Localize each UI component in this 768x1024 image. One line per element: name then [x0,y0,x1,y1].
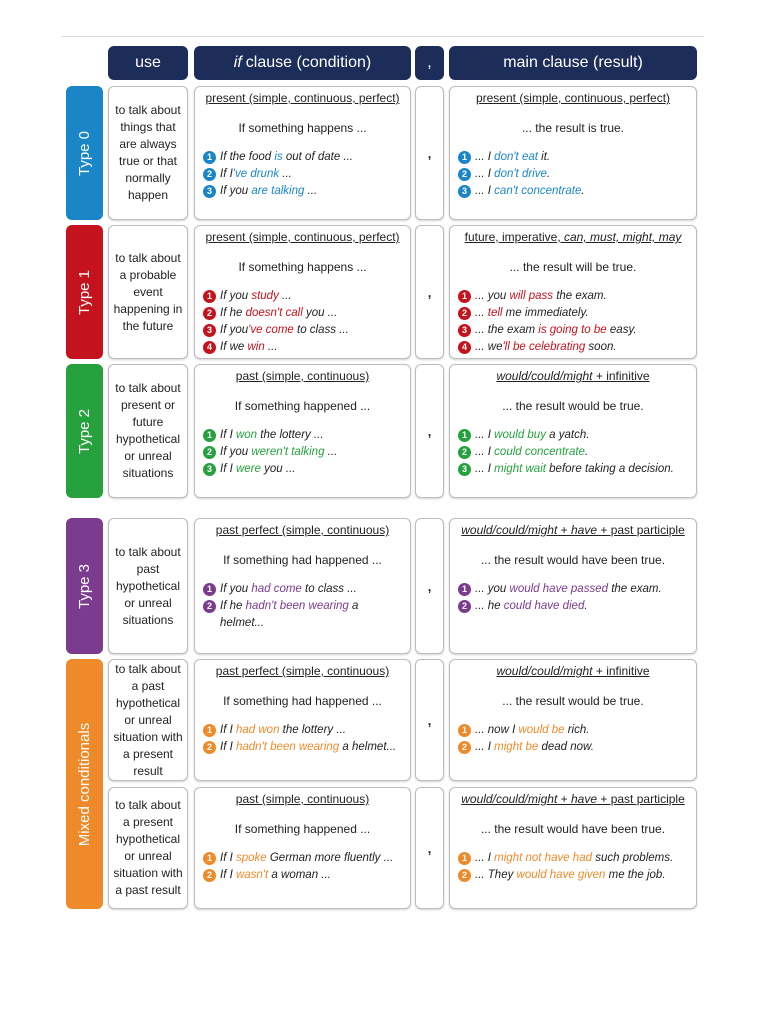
main-clause-tense [458,523,688,537]
number-badge: 4 [203,341,216,354]
highlighted-verb: win [247,341,265,353]
number-badge: 2 [458,741,471,754]
if-clause-pattern: If something had happened ... [223,694,382,708]
band-type-1-label: Type 1 [76,269,93,315]
highlighted-verb: are talking [251,185,305,197]
comma-cell [415,659,444,781]
comma-cell [415,225,444,359]
example-line [458,461,688,478]
number-badge: 1 [203,290,216,303]
if-clause-pattern: If something happens ... [238,121,367,135]
example-text [475,339,617,356]
highlighted-verb: would be [518,724,565,736]
header-use [108,46,188,80]
example-text [220,305,337,322]
example-line [203,288,402,305]
main-clause-tense [458,230,688,244]
main-clause-tense-part: would/could/might [496,664,593,678]
band-mixed [66,659,103,909]
example-fragment: ... we [475,341,503,353]
example-text [475,581,662,598]
example-fragment: me immediately. [502,307,589,319]
main-clause-tense: present (simple, continuous, perfect) [475,91,671,105]
use-text: to talk about past hypothetical or unreal situations [115,544,181,627]
if-clause-tense: past (simple, continuous) [235,792,370,806]
if-clause-pattern: If something had happened ... [223,553,382,567]
example-fragment: out of date ... [282,151,353,163]
example-fragment: the lottery ... [279,724,346,736]
example-text [475,461,674,478]
if-clause-cell [194,225,411,359]
example-fragment: If I [220,724,236,736]
example-fragment: If the food [220,151,275,163]
highlighted-verb: might be [494,741,539,753]
example-fragment: it. [537,151,551,163]
example-fragment: ... I [475,852,495,864]
if-clause-pattern: If something happened ... [234,822,371,836]
example-fragment: to class ... [293,324,349,336]
example-line [203,305,402,322]
highlighted-verb: hadn't been wearing [245,600,349,612]
example-fragment: If I [220,741,236,753]
main-clause-tense-part: + infinitive [592,664,650,678]
main-clause-pattern: ... the result would have been true. [480,822,666,836]
main-clause-pattern: ... the result is true. [521,121,625,135]
band-type-1 [66,225,103,359]
example-line [203,339,402,356]
example-line [203,722,402,739]
example-text [220,444,337,461]
example-text [220,581,357,598]
example-fragment: . [546,168,551,180]
header-use-label: use [135,54,161,71]
if-clause-tense: present (simple, continuous, perfect) [205,230,400,244]
example-fragment: before taking a decision. [545,463,674,475]
example-fragment: If you [220,446,252,458]
highlighted-verb: doesn't call [245,307,303,319]
use-text: to talk about present or future hypothetical or unreal situations [115,381,181,480]
if-clause-tense: past (simple, continuous) [235,369,370,383]
highlighted-verb: 'll be celebrating [502,341,586,353]
example-text [475,444,588,461]
example-fragment: If he [220,307,246,319]
example-text [220,183,317,200]
example-fragment: . [584,600,588,612]
example-fragment: If he [220,600,246,612]
example-text [220,149,353,166]
example-text [475,867,666,884]
use-text: to talk about a probable event happening in the future [113,250,183,333]
example-line [203,850,402,867]
example-fragment: easy. [606,324,637,336]
example-line [458,581,688,598]
if-clause-cell [194,86,411,220]
main-clause-tense-part: + infinitive [592,369,650,383]
example-fragment: ... the exam [475,324,539,336]
example-fragment: ... I [475,151,495,163]
example-line [458,850,688,867]
number-badge: 2 [203,600,216,613]
main-clause-pattern: ... the result would be true. [502,399,644,413]
number-badge: 2 [458,307,471,320]
example-fragment: If we [220,341,248,353]
number-badge: 1 [203,724,216,737]
use-cell [108,225,188,359]
top-divider [62,36,704,37]
example-fragment: . [584,446,589,458]
highlighted-verb: hadn't been wearing [235,741,340,753]
number-badge: 2 [458,600,471,613]
number-badge: 3 [458,185,471,198]
main-clause-tense [458,664,688,678]
header-comma [415,46,444,80]
main-clause-tense-part: would/could/might [461,523,558,537]
example-text [475,598,588,615]
example-fragment: ... you [475,290,510,302]
header-main-label: main clause (result) [503,54,643,71]
main-clause-cell [449,518,697,654]
comma-cell [415,364,444,498]
main-clause-pattern: ... the result would have been true. [480,553,666,567]
highlighted-verb: would have passed [509,583,608,595]
example-fragment: If you [220,583,252,595]
number-badge: 1 [458,583,471,596]
number-badge: 2 [458,446,471,459]
highlighted-verb: study [251,290,279,302]
example-fragment: ... he [475,600,504,612]
if-clause-cell [194,787,411,909]
example-line [458,322,688,339]
example-line [203,598,402,632]
number-badge: 2 [203,741,216,754]
example-fragment: ... I [475,446,495,458]
example-fragment: If I [220,852,236,864]
header-if-clause [194,46,411,80]
example-fragment: ... I [475,168,495,180]
example-fragment: you ... [302,307,338,319]
highlighted-verb: wasn't [235,869,269,881]
example-fragment: such problems. [592,852,674,864]
example-fragment: If I [220,168,233,180]
highlighted-verb: is going to be [538,324,607,336]
header-if-rest: clause (condition) [245,54,372,71]
use-text: to talk about a past hypothetical or unreal situation with a present result [113,661,183,778]
example-line [458,444,688,461]
example-fragment: the exam. [553,290,607,302]
band-type-2-label: Type 2 [76,408,93,454]
example-fragment: me the job. [605,869,666,881]
example-text [220,867,331,884]
example-fragment: the lottery ... [257,429,324,441]
example-line [203,867,402,884]
highlighted-verb: 've drunk [232,168,280,180]
highlighted-verb: won [235,429,258,441]
example-text [475,149,550,166]
main-clause-tense-part: have [571,523,598,537]
main-clause-pattern: ... the result will be true. [509,260,637,274]
if-clause-tense: present (simple, continuous, perfect) [205,91,400,105]
example-fragment: a helmet... [339,741,397,753]
example-line [458,288,688,305]
highlighted-verb: spoke [235,852,267,864]
main-clause-tense-part: + [557,792,571,806]
example-line [458,166,688,183]
band-mixed-label: Mixed conditionals [76,722,93,846]
main-clause-tense-part: would/could/might [496,369,593,383]
number-badge: 3 [203,185,216,198]
example-fragment: ... now I [475,724,519,736]
main-clause-pattern: ... the result would be true. [502,694,644,708]
example-text [475,850,673,867]
example-text [475,739,594,756]
main-clause-tense-part: have [571,792,598,806]
example-text [220,850,393,867]
example-line [203,183,402,200]
example-fragment: a woman ... [268,869,331,881]
example-line [203,444,402,461]
example-line [458,149,688,166]
number-badge: 3 [458,463,471,476]
comma-mark: , [427,284,432,300]
highlighted-verb: don't drive [494,168,547,180]
comma-mark: , [427,578,432,594]
example-line [458,598,688,615]
number-badge: 1 [458,290,471,303]
example-fragment: ... [264,341,278,353]
if-clause-cell [194,518,411,654]
example-fragment: . [581,185,585,197]
comma-mark: , [427,840,432,856]
number-badge: 1 [458,852,471,865]
comma-mark: , [427,145,432,161]
example-fragment: ... [279,168,292,180]
main-clause-tense-part: + past participle [597,523,685,537]
example-fragment: ... I [475,463,495,475]
use-cell [108,659,188,781]
main-clause-tense-part: + past participle [597,792,685,806]
example-line [458,305,688,322]
example-fragment: If I [220,429,236,441]
highlighted-verb: can't concentrate [494,185,582,197]
header-comma-label: , [427,54,432,71]
example-text [220,339,278,356]
number-badge: 3 [203,463,216,476]
example-text [220,166,292,183]
example-text [475,322,637,339]
if-clause-tense: past perfect (simple, continuous) [215,664,390,678]
example-text [220,598,402,632]
use-cell [108,787,188,909]
example-fragment: dead now. [538,741,594,753]
example-fragment: ... [278,290,292,302]
example-fragment: If you [220,185,252,197]
example-fragment: to class ... [301,583,357,595]
example-text [475,427,589,444]
main-clause-tense-part: future, imperative, [464,230,564,244]
main-clause-cell [449,225,697,359]
example-line [203,461,402,478]
number-badge: 1 [203,151,216,164]
main-clause-tense-part: + [557,523,571,537]
band-type-2 [66,364,103,498]
example-fragment: If you [220,324,249,336]
number-badge: 2 [203,168,216,181]
example-fragment: ... They [475,869,517,881]
main-clause-cell [449,364,697,498]
highlighted-verb: had come [251,583,302,595]
band-type-3 [66,518,103,654]
band-type-3-label: Type 3 [76,563,93,609]
example-fragment: a helmet... [220,600,359,629]
highlighted-verb: could have died [503,600,585,612]
use-cell [108,518,188,654]
example-line [458,722,688,739]
use-cell [108,86,188,220]
highlighted-verb: would have given [516,869,606,881]
example-line [458,183,688,200]
number-badge: 2 [203,307,216,320]
main-clause-cell [449,787,697,909]
header-if-word: if [233,54,242,71]
example-line [458,739,688,756]
number-badge: 4 [458,341,471,354]
comma-cell [415,787,444,909]
example-line [203,322,402,339]
band-type-0-label: Type 0 [76,130,93,176]
example-line [458,867,688,884]
number-badge: 1 [203,852,216,865]
main-clause-tense [458,792,688,806]
highlighted-verb: is [274,151,283,163]
example-text [475,166,550,183]
main-clause-tense-part: can, must, might, may [564,230,682,244]
highlighted-verb: might wait [494,463,546,475]
example-text [475,305,589,322]
number-badge: 1 [203,583,216,596]
example-fragment: ... [475,307,488,319]
example-fragment: If I [220,463,236,475]
example-line [203,149,402,166]
example-fragment: a yatch. [545,429,590,441]
if-clause-pattern: If something happens ... [238,260,367,274]
example-line [203,427,402,444]
use-text: to talk about things that are always true or that normally happen [115,103,181,202]
example-line [458,339,688,356]
example-fragment: ... I [475,429,495,441]
example-fragment: rich. [564,724,590,736]
number-badge: 2 [203,869,216,882]
example-fragment: ... [304,185,318,197]
number-badge: 1 [458,151,471,164]
highlighted-verb: were [235,463,261,475]
highlighted-verb: 've come [248,324,294,336]
comma-mark: , [427,712,432,728]
highlighted-verb: could concentrate [494,446,585,458]
example-line [203,739,402,756]
comma-mark: , [427,423,432,439]
comma-cell [415,518,444,654]
if-clause-cell [194,364,411,498]
if-clause-cell [194,659,411,781]
comma-cell [415,86,444,220]
example-text [220,739,396,756]
number-badge: 2 [458,168,471,181]
example-fragment: If you [220,290,252,302]
highlighted-verb: would buy [494,429,546,441]
example-fragment: ... you [475,583,510,595]
example-text [475,722,589,739]
if-clause-tense: past perfect (simple, continuous) [215,523,390,537]
number-badge: 1 [203,429,216,442]
number-badge: 1 [458,724,471,737]
highlighted-verb: will pass [509,290,553,302]
main-clause-cell [449,659,697,781]
header-main-clause [449,46,697,80]
example-fragment: ... [324,446,338,458]
highlighted-verb: had won [235,724,280,736]
number-badge: 2 [203,446,216,459]
main-clause-cell [449,86,697,220]
example-line [203,166,402,183]
example-fragment: ... I [475,185,495,197]
band-type-0 [66,86,103,220]
example-text [475,288,607,305]
number-badge: 2 [458,869,471,882]
example-fragment: the exam. [608,583,662,595]
use-cell [108,364,188,498]
example-fragment: you ... [260,463,296,475]
example-text [220,461,295,478]
number-badge: 3 [203,324,216,337]
example-line [203,581,402,598]
example-text [220,322,349,339]
example-fragment: German more fluently ... [266,852,394,864]
example-text [220,427,324,444]
use-text: to talk about a present hypothetical or unreal situation with a past result [113,798,183,897]
if-clause-pattern: If something happened ... [234,399,371,413]
example-text [220,288,292,305]
example-text [220,722,346,739]
example-fragment: soon. [585,341,617,353]
highlighted-verb: might not have had [494,852,592,864]
main-clause-tense [458,369,688,383]
example-fragment: ... I [475,741,495,753]
example-text [475,183,585,200]
example-line [458,427,688,444]
highlighted-verb: tell [487,307,503,319]
example-fragment: If I [220,869,236,881]
highlighted-verb: don't eat [494,151,538,163]
main-clause-tense-part: would/could/might [461,792,558,806]
number-badge: 1 [458,429,471,442]
number-badge: 3 [458,324,471,337]
highlighted-verb: weren't talking [251,446,325,458]
